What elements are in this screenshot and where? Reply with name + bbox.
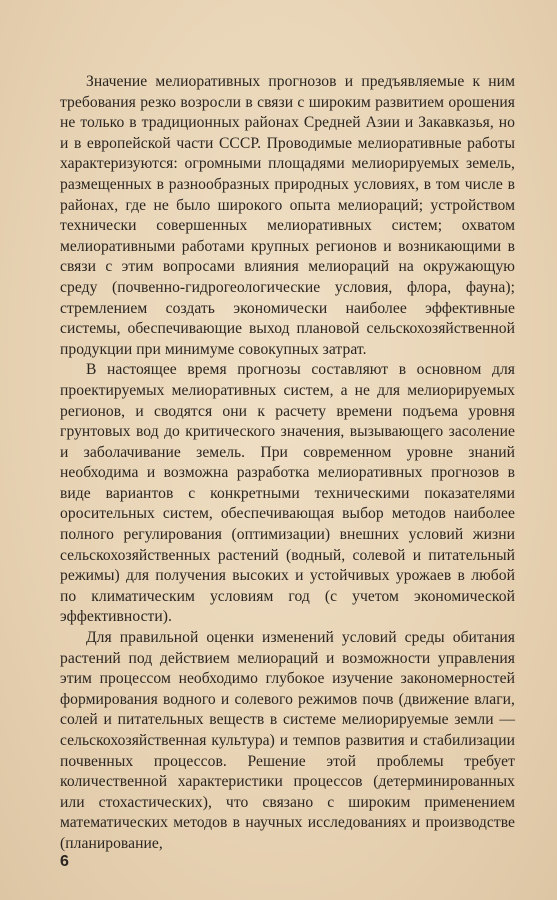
page-number: 6 [60,853,69,870]
paragraph-3: Для правильной оценки изменений условий среды обитания растений под действием мелиораций и возможности управления этим процессом необходимо глубокое изучение закономерностей формирования водного и солевого режимов почв (движение влаги, солей и питательных веществ в системе мелиорируемые земли — сельскохозяйственная культура) и темпов развития и стабилизации почвенных процессов. Решение этой проблемы требует количественной характеристики процессов (детерминированных или стохастических), что связано с широким применением математических методов в научных исследованиях и производстве (планирование, [60,629,515,852]
page-text-body [60,72,515,855]
paragraph-1: Значение мелиоративных прогнозов и предъявляемые к ним требования резко возросли в связи с широким развитием орошения не только в традиционных районах Средней Азии и Закавказья, но и в европейской части СССР. Проводимые мелиоративные работы характеризуются: огромными площадями мелиорируемых земель, размещенных в разнообразных природных условиях, в том числе в районах, где не было широкого опыта мелиораций; устройством технически совершенных мелиоративных систем; охватом мелиоративными работами крупных регионов и возникающими в связи с этим вопросами влияния мелиораций на окружающую среду (почвенно-гидрогеологические условия, флора, фауна); стремлением создать экономически наиболее эффективные системы, обеспечивающие выход плановой сельскохозяйственной продукции при минимуме совокупных затрат. [60,73,515,358]
paragraph-2: В настоящее время прогнозы составляют в основном для проектируемых мелиоративных систем, а не для мелиорируемых регионов, и сводятся они к расчету времени подъема уровня грунтовых вод до критического значения, вызывающего засоление и заболачивание земель. При современном уровне знаний необходима и возможна разработка мелиоративных прогнозов в виде вариантов с конкретными техническими показателями оросительных систем, обеспечивающая выбор методов наиболее полного регулирования (оптимизации) внешних условий жизни сельскохозяйственных растений (водный, солевой и питательный режимы) для получения высоких и устойчивых урожаев в любой по климатическим условиям год (с учетом экономической эффективности). [60,361,515,626]
